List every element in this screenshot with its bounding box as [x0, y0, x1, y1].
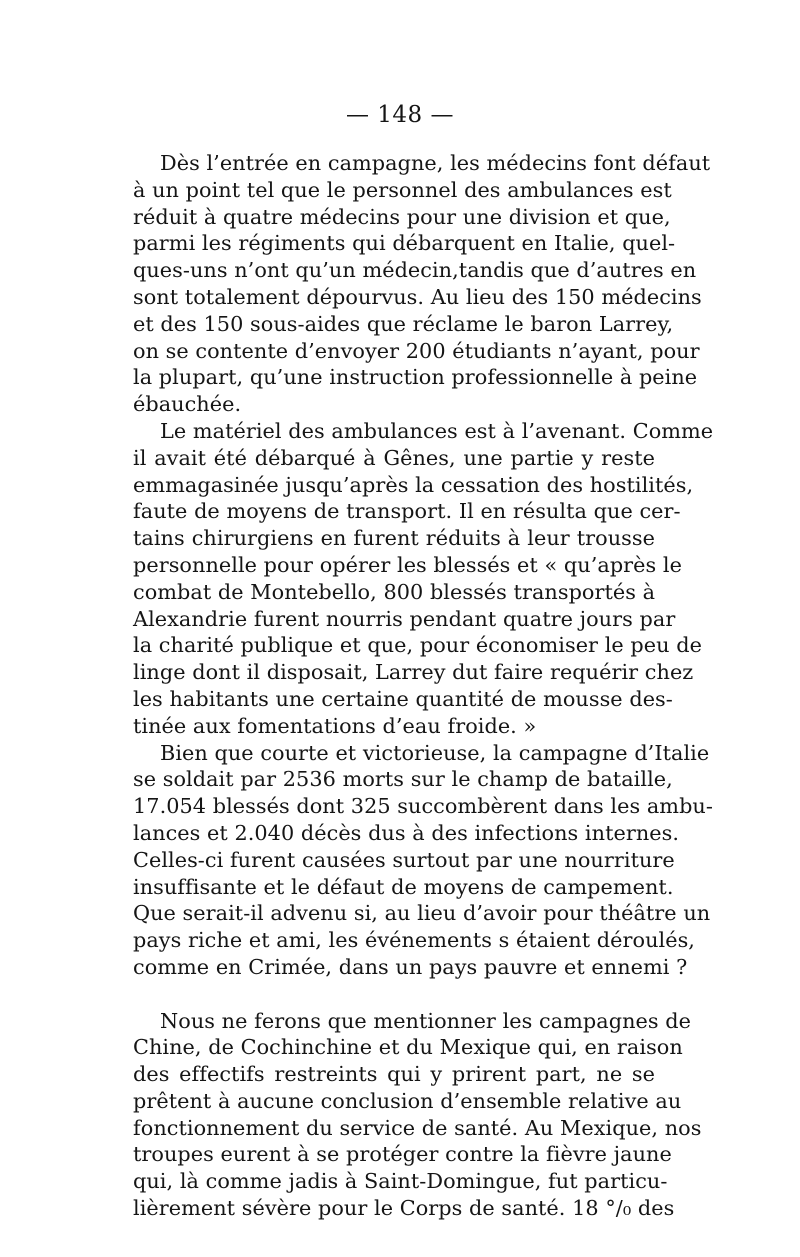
- text-line: lièrement sévère pour le Corps de santé. 18 °/₀ des: [133, 1196, 675, 1221]
- text-line: se soldait par 2536 morts sur le champ de bataille,: [133, 767, 673, 792]
- text-line: Bien que courte et victorieuse, la campagne d’Italie: [160, 740, 710, 765]
- text-line: on se contente d’envoyer 200 étudiants n’ayant, pour: [133, 338, 700, 363]
- text-line: la plupart, qu’une instruction professionnelle à peine: [133, 365, 698, 390]
- text-line: parmi les régiments qui débarquent en Italie, quel-: [133, 231, 676, 256]
- text-line: lances et 2.040 décès dus à des infections internes.: [133, 820, 680, 845]
- text-line: Le matériel des ambulances est à l’avenant. Comme: [160, 418, 714, 443]
- page-number: — 148 —: [345, 102, 455, 128]
- paragraph: [133, 1008, 702, 1222]
- text-line: sont totalement dépourvus. Au lieu des 150 médecins: [133, 284, 702, 309]
- text-line: la charité publique et que, pour économiser le peu de: [133, 633, 702, 658]
- text-line: Dès l’entrée en campagne, les médecins font défaut: [160, 151, 711, 175]
- text-line: et des 150 sous-aides que réclame le baron Larrey,: [133, 311, 674, 336]
- section-gap: [133, 981, 655, 1008]
- paragraph: [133, 418, 714, 740]
- text-line: prêtent à aucune conclusion d’ensemble relative au: [133, 1088, 682, 1113]
- text-line: qui, là comme jadis à Saint-Domingue, fut particu-: [133, 1169, 668, 1194]
- text-line: pays riche et ami, les événements s étaient déroulés,: [133, 928, 695, 953]
- text-line: les habitants une certaine quantité de mousse des-: [133, 686, 673, 711]
- text-line: personnelle pour opérer les blessés et « qu’après le: [133, 552, 682, 577]
- text-line: combat de Montebello, 800 blessés transportés à: [133, 579, 656, 604]
- text-line: emmagasinée jusqu’après la cessation des hostilités,: [133, 472, 694, 497]
- text-line: réduit à quatre médecins pour une division et que,: [133, 204, 671, 229]
- text-line: tains chirurgiens en furent réduits à leur trousse: [133, 526, 655, 551]
- text-line: Que serait-il advenu si, au lieu d’avoir pour théâtre un: [133, 901, 711, 926]
- text-line: Nous ne ferons que mentionner les campagnes de: [160, 1008, 692, 1033]
- text-line: tinée aux fomentations d’eau froide. »: [133, 713, 537, 738]
- text-line: ébauchée.: [133, 392, 242, 417]
- text-line: il avait été débarqué à Gênes, une partie y reste: [133, 445, 655, 470]
- text-line: Alexandrie furent nourris pendant quatre jours par: [133, 606, 676, 631]
- text-line: ques-uns n’ont qu’un médecin,tandis que d’autres en: [133, 258, 697, 283]
- text-line: linge dont il disposait, Larrey dut faire requérir chez: [133, 660, 694, 685]
- text-line: troupes eurent à se protéger contre la fièvre jaune: [133, 1142, 672, 1167]
- text-line: 17.054 blessés dont 325 succombèrent dans les ambu-: [133, 794, 713, 819]
- paragraph: [133, 740, 713, 981]
- text-line: faute de moyens de transport. Il en résulta que cer-: [133, 499, 681, 524]
- text-line: Celles-ci furent causées surtout par une nourriture: [133, 847, 675, 872]
- text-line: Chine, de Cochinchine et du Mexique qui, en raison: [133, 1035, 683, 1060]
- text-line: comme en Crimée, dans un pays pauvre et ennemi ?: [133, 954, 688, 979]
- text-line: fonctionnement du service de santé. Au Mexique, nos: [133, 1115, 702, 1140]
- text-line: des effectifs restreints qui y prirent part, ne se: [133, 1062, 655, 1087]
- text-line: insuffisante et le défaut de moyens de campement.: [133, 874, 674, 899]
- text-line: à un point tel que le personnel des ambulances est: [133, 177, 672, 202]
- body-text: [133, 150, 714, 1222]
- paragraph: [133, 150, 711, 418]
